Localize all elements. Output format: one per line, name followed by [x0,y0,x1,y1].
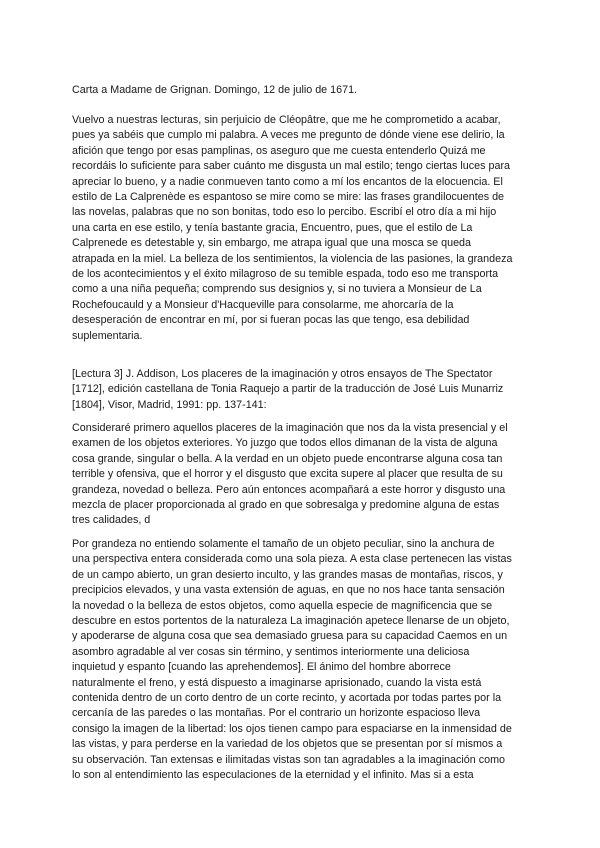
text-line: Vuelvo a nuestras lecturas, sin perjuicio de Cléopâtre, que me he comprometido a acabar, [72,114,501,126]
text-line: afición que tengo por esas pamplinas, os aseguro que me cuesta entenderlo Quizá me [72,144,486,157]
text-line: grandeza, novedad o belleza. Pero aún entonces acompañará a este horror y disgusto una [72,483,506,496]
text-line: una carta en ese estilo, y tenía bastante gracia, Encuentro, pues, que el estilo de La [72,221,473,234]
text-line: las vistas, y para perderse en la variedad de los objetos que se presentan por sí mismos a [72,738,503,751]
text-line: examen de los objetos exteriores. Yo juzgo que todos ellos dimanan de la vista de alguna [72,437,498,450]
text-line: lo son al entendimiento las especulaciones de la eternidad y el infinito. Mas si a esta [72,769,474,782]
text-line: precipicios elevados, y una vasta extensión de aguas, en que no nos hace tanta sensación [72,584,505,597]
text-line: las novelas, palabras que no son bonitas, todo eso lo percibo. Escribí el otro día a mi hijo [72,206,497,219]
text-line: una perspectiva entera considerada como una sola pieza. A esta clase pertenecen las vistas [72,553,512,566]
essay-paragraph [72,421,534,529]
text-line: apreciar lo bueno, y a nadie conmueven tanto como a mí los encantos de la elocuencia. El [72,175,503,188]
text-line: naturalmente el freno, y está dispuesto a imaginarse aprisionado, cuando la vista está [72,676,482,689]
text-line: terrible y ofensiva, que el horror y el disgusto que excita supere al placer que resulta de su [72,468,503,481]
text-line: pues ya sabéis que cumplo mi palabra. A veces me pregunto de dónde viene ese delirio, la [72,129,505,142]
letter-heading [72,83,534,98]
text-line: descubre en estos portentos de la naturaleza La imaginación apetece llenarse de un objeto, [72,615,510,628]
text-line: su observación. Tan extensas e ilimitadas vistas son tan agradables a la imaginación como [72,753,506,766]
text-line: Consideraré primero aquellos placeres de la imaginación que nos da la vista presencial y el [72,422,508,434]
text-line: [1712], edición castellana de Tonia Raquejo a partir de la traducción de José Luis Munarriz [72,383,504,396]
text-line: suplementaria. [72,329,143,342]
essay-paragraph [72,537,534,784]
text-line: [Lectura 3] J. Addison, Los placeres de la imaginación y otros ensayos de The Spectator [72,368,493,380]
text-line: mezcla de placer proporcionada al grado en que sobresalga y predomine alguna de estas [72,499,500,512]
text-line: asombro agradable al ver cosas sin término, y sentimos interiormente una deliciosa [72,645,470,658]
text-line: contenida dentro de un corto dentro de un corte recinto, y acortada por todas partes por la [72,692,502,705]
heading-line: Carta a Madame de Grignan. Domingo, 12 de julio de 1671. [72,84,358,96]
text-line: tres calidades, d [72,514,151,527]
reading-reference [72,367,534,413]
text-line: atrapada en la miel. La belleza de los sentimientos, la violencia de las pasiones, la grandeza [72,252,513,265]
text-line: como a una niña pequeña; comprendo sus designios y, si no tuviera a Monsieur de La [72,283,482,296]
text-line: Por grandeza no entiendo solamente el tamaño de un objeto peculiar, sino la anchura de [72,538,495,550]
letter-paragraph [72,113,534,344]
text-line: cosa grande, singular o bella. A la verdad en un objeto puede encontrarse alguna cosa tan [72,452,503,465]
text-line: Rochefoucauld y a Monsieur d'Hacqueville para consolarme, me ahorcaría de la [72,298,454,311]
text-line: [1804], Visor, Madrid, 1991: pp. 137-141: [72,398,267,411]
text-line: de los acontecimientos y el éxito milagroso de su temible espada, todo eso me transporta [72,268,499,281]
text-line: estilo de La Calprenède es espantoso se mire como se mire: las frases grandilocuentes de [72,191,505,204]
text-line: consigo la imagen de la libertad: los ojos tienen campo para espaciarse en la inmensidad de [72,722,512,735]
text-line: recordáis lo suficiente para saber cuánto me disgusta un mal estilo; tengo ciertas luces para [72,160,510,173]
text-line: Calprenede es detestable y, sin embargo, me atrapa igual que una mosca se queda [72,237,471,250]
text-line: cercanía de las paredes o las montañas. Por el contrario un horizonte espacioso lleva [72,707,481,720]
text-line: inquietud y espanto [cuando las aprehendemos]. El ánimo del hombre aborrece [72,661,451,674]
text-line: la novedad o la belleza de estos objetos, como aquella especie de magnificencia que se [72,599,493,612]
text-line: desesperación de encontrar en mí, por si fueran pocas las que tengo, esa debilidad [72,314,470,327]
text-line: y apoderarse de alguna cosa que sea demasiado gruesa para su capacidad Caemos en un [72,630,508,643]
text-line: de un campo abierto, un gran desierto inculto, y las grandes masas de montañas, riscos, y [72,568,503,581]
